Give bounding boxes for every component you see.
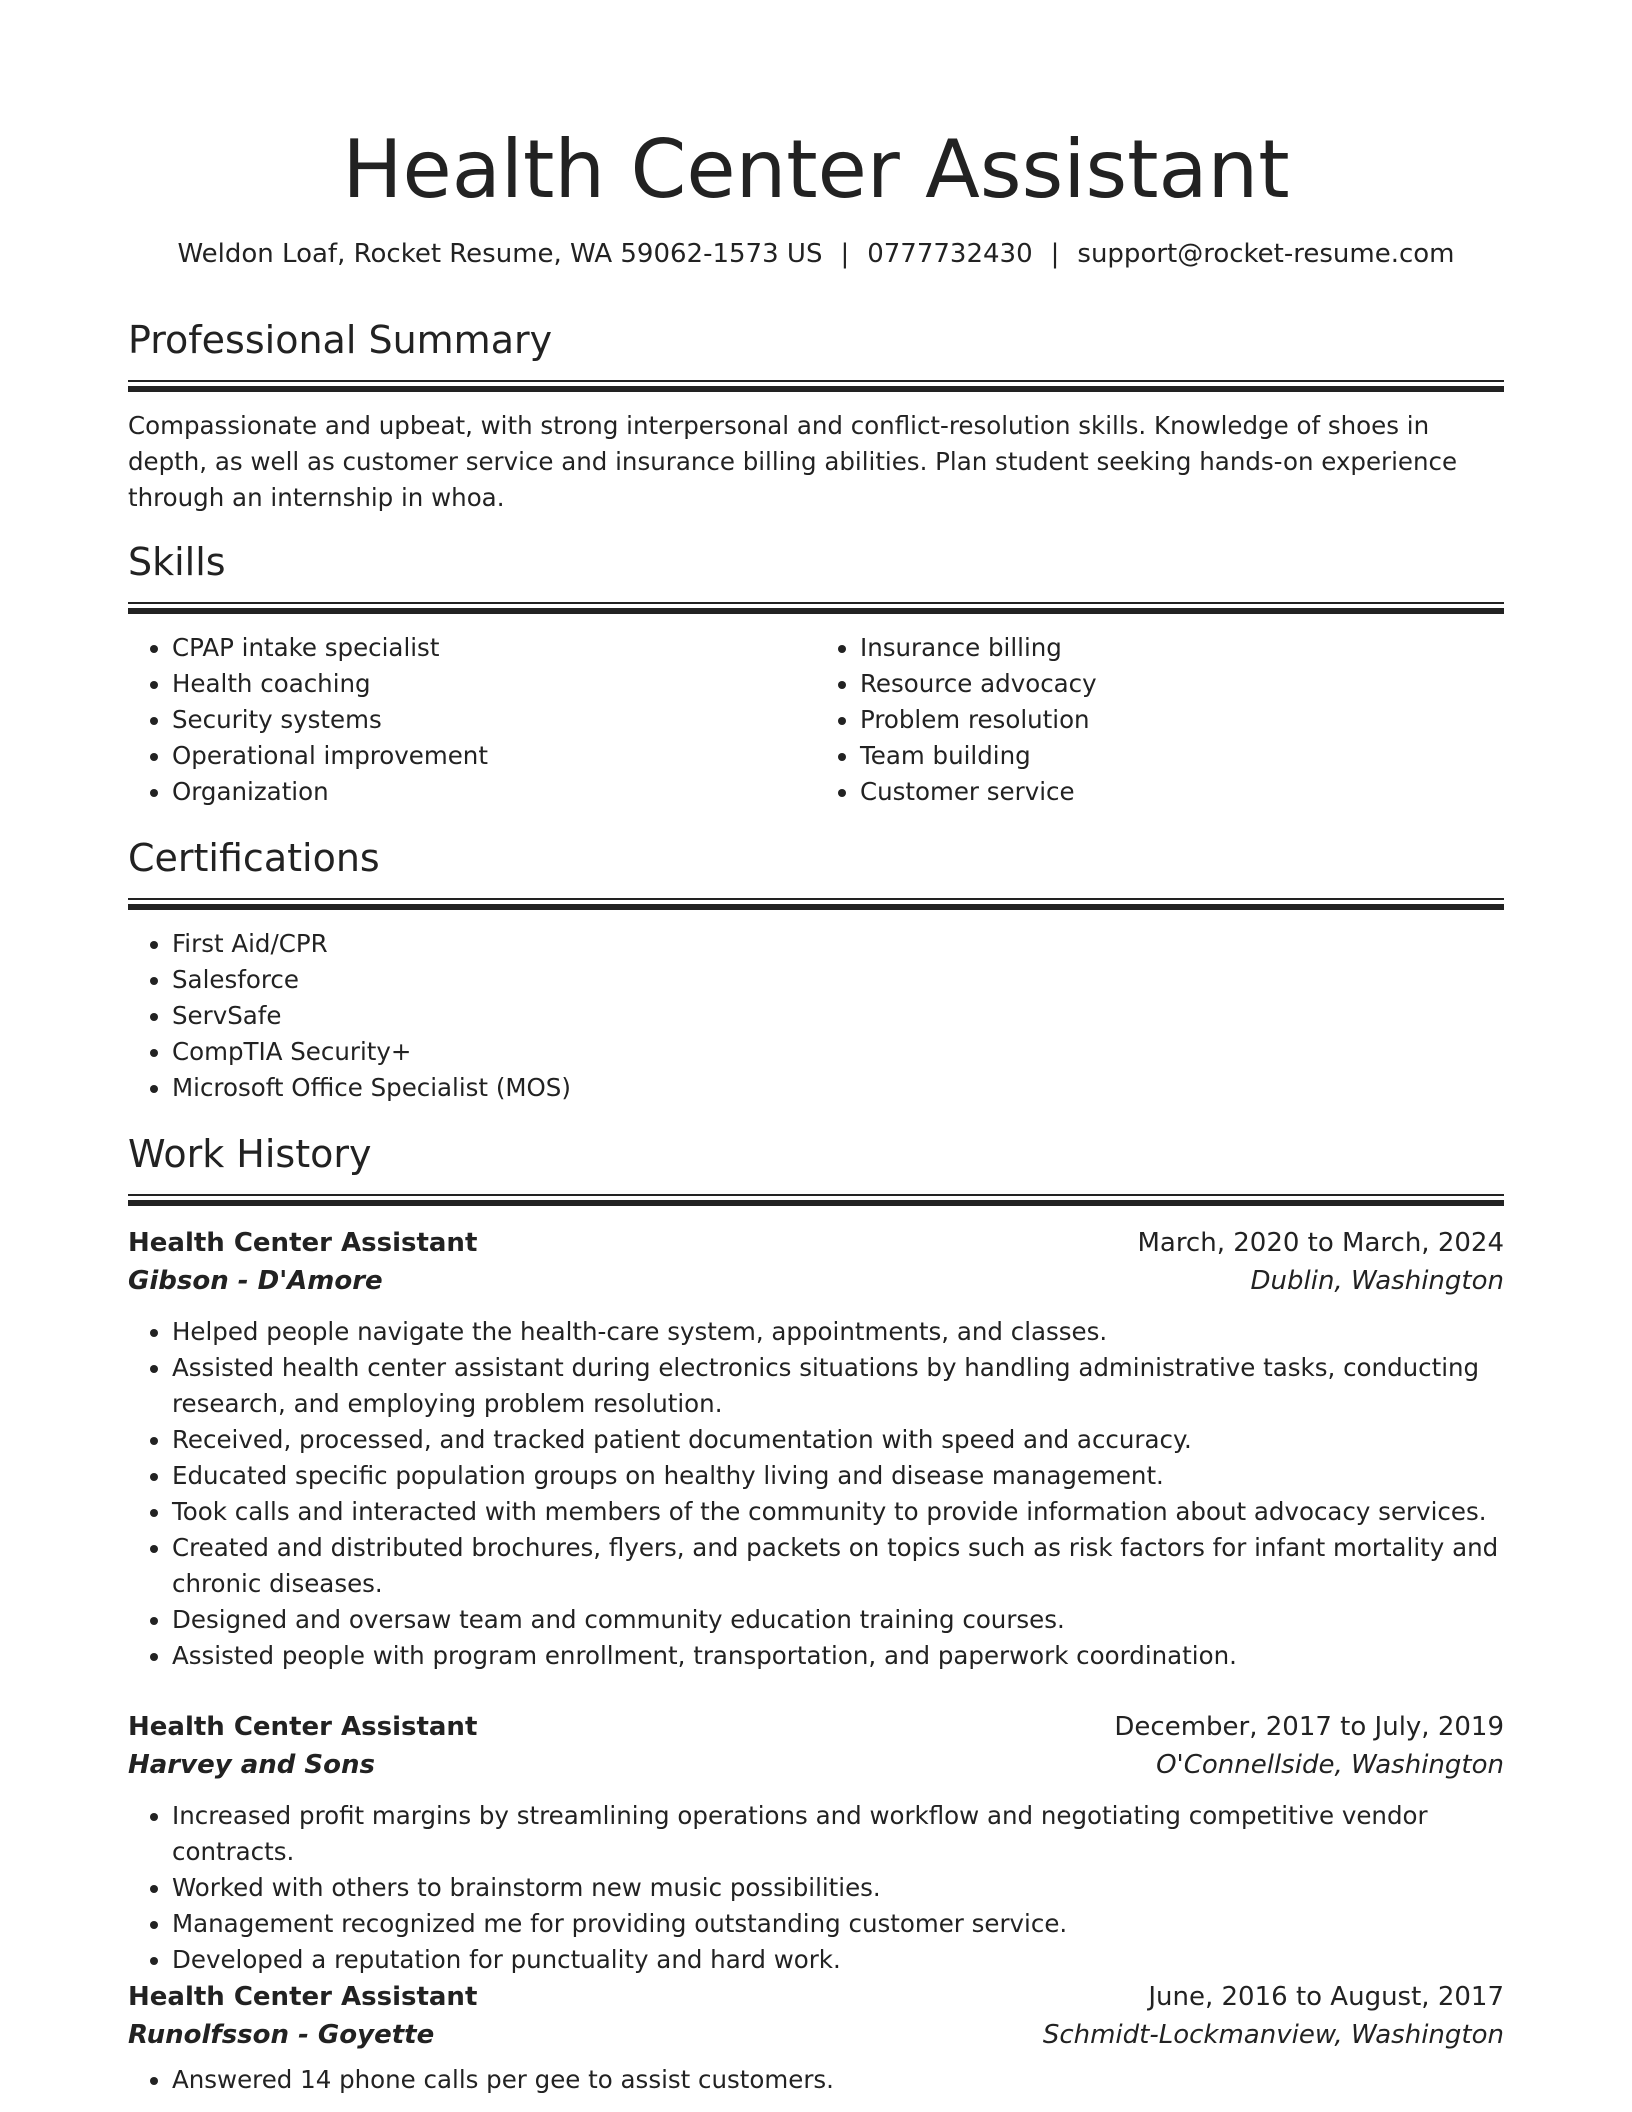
job-bullet: • Answered 14 phone calls per gee to assist customers. xyxy=(172,2062,1504,2098)
skills-columns xyxy=(128,630,1504,810)
job-title: Health Center Assistant xyxy=(128,1982,478,2012)
certifications-list xyxy=(128,926,1504,1106)
job-dates: March, 2020 to March, 2024 xyxy=(1137,1228,1504,1258)
job-dates: December, 2017 to July, 2019 xyxy=(1114,1712,1504,1742)
job-bullet: • Educated specific population groups on healthy living and disease management. xyxy=(172,1458,1504,1494)
job-entry xyxy=(128,1224,1504,1674)
skill-item: • Health coaching xyxy=(172,666,816,702)
contact-separator: | xyxy=(1050,239,1060,269)
job-company: Runolfsson - Goyette xyxy=(128,2020,435,2050)
job-bullet: • Developed a reputation for punctuality and hard work. xyxy=(172,1942,1504,1978)
section-divider xyxy=(128,602,1504,614)
job-bullet: • Designed and oversaw team and community education training courses. xyxy=(172,1602,1504,1638)
skill-item: • Customer service xyxy=(860,774,1504,810)
job-bullet: • Assisted people with program enrollment, transportation, and paperwork coordination. xyxy=(172,1638,1504,1674)
contact-email: support@rocket-resume.com xyxy=(1077,239,1455,269)
job-entry xyxy=(128,1978,1504,2098)
certifications-section xyxy=(128,834,1504,1106)
skill-item: • Team building xyxy=(860,738,1504,774)
job-company: Harvey and Sons xyxy=(128,1750,375,1780)
skills-heading: Skills xyxy=(128,540,226,584)
section-divider xyxy=(128,380,1504,392)
work-history-heading: Work History xyxy=(128,1132,372,1176)
summary-heading: Professional Summary xyxy=(128,318,553,362)
job-bullet: • Helped people navigate the health-care system, appointments, and classes. xyxy=(172,1314,1504,1350)
skill-item: • Resource advocacy xyxy=(860,666,1504,702)
job-bullet: • Assisted health center assistant during electronics situations by handling administrative tasks, conducting research, and employing problem resolution. xyxy=(172,1350,1504,1422)
certifications-heading: Certifications xyxy=(128,836,380,880)
job-dates: June, 2016 to August, 2017 xyxy=(1148,1982,1504,2012)
job-location: Dublin, Washington xyxy=(1250,1266,1504,1296)
skills-section xyxy=(128,538,1504,810)
summary-text: Compassionate and upbeat, with strong interpersonal and conflict-resolution skills. Knowledge of shoes in depth, as well as customer service and insurance billing abilities. Plan student seeking hands-on experience through an internship in whoa. xyxy=(128,411,1458,512)
job-header-row xyxy=(128,1978,1504,2016)
job-bullets xyxy=(128,1798,1504,1978)
certification-item: • ServSafe xyxy=(172,998,1504,1034)
page-title: Health Center Assistant xyxy=(342,123,1290,216)
job-title: Health Center Assistant xyxy=(128,1228,478,1258)
skill-item: • Organization xyxy=(172,774,816,810)
job-bullet: • Received, processed, and tracked patient documentation with speed and accuracy. xyxy=(172,1422,1504,1458)
job-bullet: • Took calls and interacted with members of the community to provide information about advocacy services. xyxy=(172,1494,1504,1530)
job-company-row xyxy=(128,1262,1504,1300)
job-company-row xyxy=(128,2016,1504,2054)
job-header-row xyxy=(128,1224,1504,1262)
contact-phone: 0777732430 xyxy=(867,239,1033,269)
job-location: O'Connellside, Washington xyxy=(1156,1750,1504,1780)
skill-item: • CPAP intake specialist xyxy=(172,630,816,666)
skill-item: • Operational improvement xyxy=(172,738,816,774)
job-location: Schmidt-Lockmanview, Washington xyxy=(1042,2020,1504,2050)
certification-item: • First Aid/CPR xyxy=(172,926,1504,962)
job-bullets xyxy=(128,1314,1504,1674)
job-bullet: • Worked with others to brainstorm new music possibilities. xyxy=(172,1870,1504,1906)
certification-item: • Microsoft Office Specialist (MOS) xyxy=(172,1070,1504,1106)
skills-list-right xyxy=(816,630,1504,810)
contact-address: Weldon Loaf, Rocket Resume, WA 59062-1573 US xyxy=(177,239,823,269)
job-entry xyxy=(128,1708,1504,1978)
skill-item: • Insurance billing xyxy=(860,630,1504,666)
work-history-section xyxy=(128,1130,1504,1206)
skill-item: • Problem resolution xyxy=(860,702,1504,738)
job-bullet: • Increased profit margins by streamlining operations and workflow and negotiating competitive vendor contracts. xyxy=(172,1798,1504,1870)
job-bullet: • Created and distributed brochures, flyers, and packets on topics such as risk factors for infant mortality and chronic diseases. xyxy=(172,1530,1504,1602)
job-company-row xyxy=(128,1746,1504,1784)
certification-item: • Salesforce xyxy=(172,962,1504,998)
summary-section xyxy=(128,316,1504,516)
job-title: Health Center Assistant xyxy=(128,1712,478,1742)
section-divider xyxy=(128,1194,1504,1206)
contact-line xyxy=(128,236,1504,272)
job-bullet: • Management recognized me for providing outstanding customer service. xyxy=(172,1906,1504,1942)
job-bullets xyxy=(128,2062,1504,2098)
skill-item: • Security systems xyxy=(172,702,816,738)
job-header-row xyxy=(128,1708,1504,1746)
job-company: Gibson - D'Amore xyxy=(128,1266,383,1296)
contact-separator: | xyxy=(840,239,850,269)
section-divider xyxy=(128,898,1504,910)
certification-item: • CompTIA Security+ xyxy=(172,1034,1504,1070)
skills-list-left xyxy=(128,630,816,810)
